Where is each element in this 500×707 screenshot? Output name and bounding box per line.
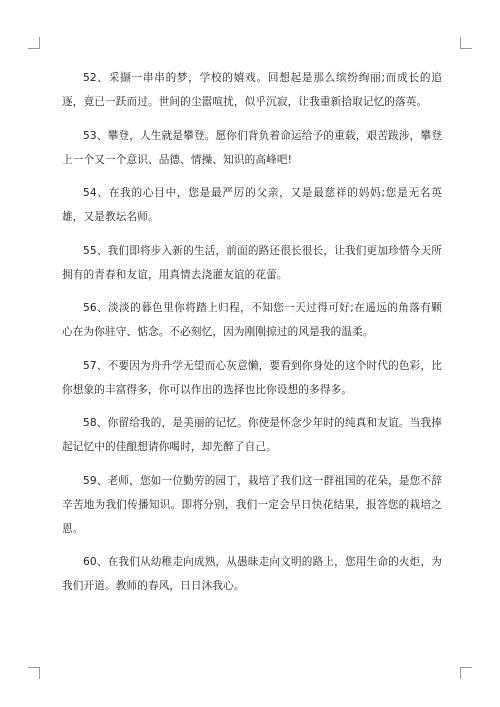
crop-mark-top-right xyxy=(460,37,472,49)
paragraph-57: 57、不要因为舟升学无望而心灰意懒，要看到你身处的这个时代的色彩，比你想象的丰富得多，你可以作出的选择也比你设想的多得多。 xyxy=(62,359,442,396)
crop-mark-top-left xyxy=(28,37,40,49)
paragraph-52: 52、采撷一串串的梦，学校的嬉戏。回想起是那么缤纷绚丽;而成长的追逐，竟已一跃而过。世间的尘嚣喧扰，似乎沉寂，让我重新拾取记忆的落英。 xyxy=(62,72,442,108)
paragraph-55: 55、我们即将步入新的生活，前面的路还很长很长，让我们更加珍惜今天所拥有的青春和友谊，用真情去浇灌友谊的花蕾。 xyxy=(62,244,442,281)
paragraph-56: 56、淡淡的暮色里你将踏上归程，不知您一天过得可好;在遥远的角落有颗心在为你驻守、惦念。不必刻忆，因为刚刚掠过的风是我的温柔。 xyxy=(62,302,442,338)
crop-mark-bottom-right xyxy=(460,667,472,679)
paragraph-59: 59、老师，您如一位勤劳的园丁，栽培了我们这一群祖国的花朵，是您不辞辛苦地为我们传播知识。即将分别，我们一定会早日快花结果，报答您的栽培之恩。 xyxy=(62,474,442,535)
paragraph-58: 58、你留给我的，是美丽的记忆。你使是怀念少年时的纯真和友谊。当我捧起记忆中的佳酿想请你喝时，却先醉了自己。 xyxy=(62,417,442,453)
paragraph-60: 60、在我们从幼稚走向成熟，从愚昧走向文明的路上，您用生命的火炬，为我们开道。教师的春风，日日沐我心。 xyxy=(62,556,442,592)
paragraph-53: 53、攀登，人生就是攀登。愿你们背负着命运给予的重载，艰苦跋涉，攀登上一个又一个意识、品德、情操、知识的高峰吧! xyxy=(62,129,442,166)
crop-mark-bottom-left xyxy=(28,667,40,679)
paragraph-54: 54、在我的心目中，您是最严厉的父亲，又是最慈祥的妈妈;您是无名英雄，又是教坛名师。 xyxy=(62,187,442,223)
document-body xyxy=(62,66,442,608)
